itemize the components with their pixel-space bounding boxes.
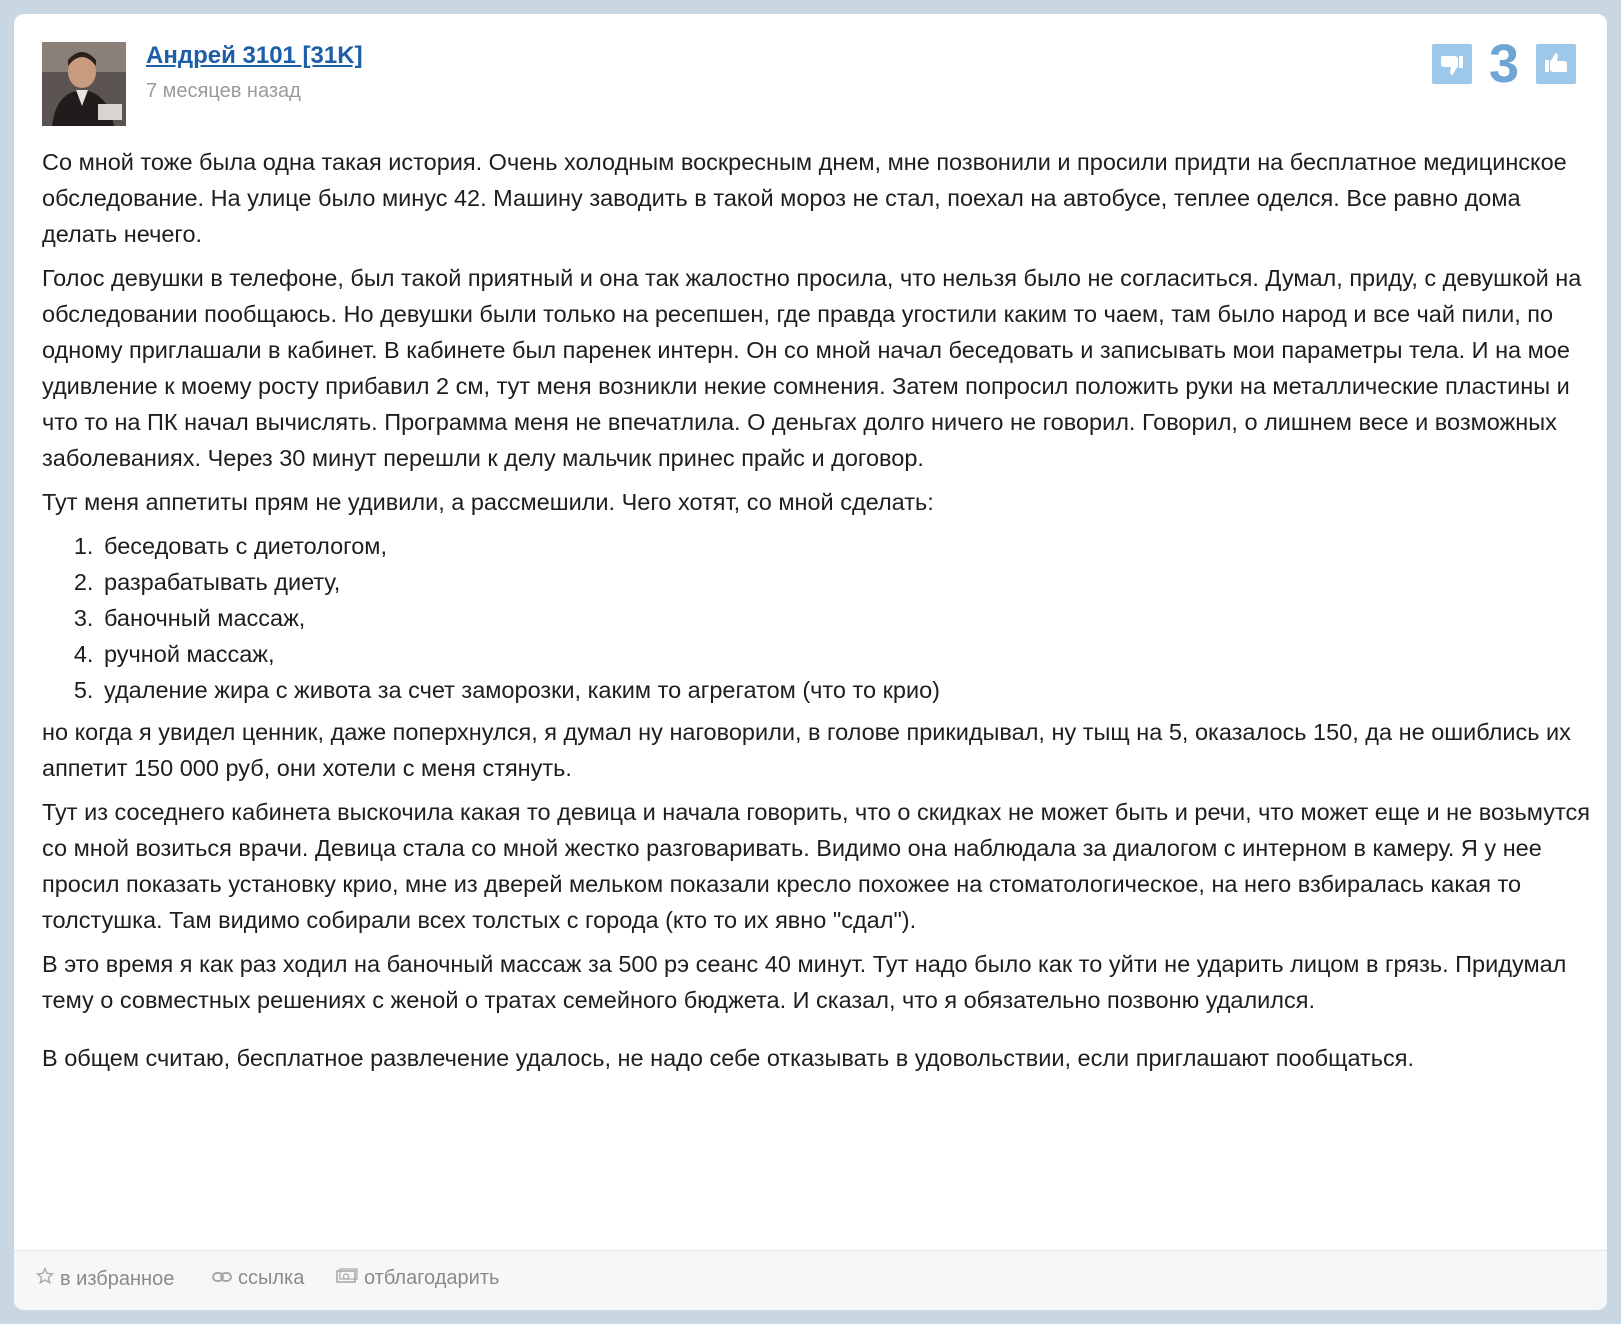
list-item: 2. разрабатывать диету, [100, 564, 1594, 600]
thank-label: отблагодарить [364, 1267, 500, 1289]
comment-body [42, 144, 1594, 1084]
star-icon [36, 1267, 54, 1291]
paragraph: В это время я как раз ходил на баночный массаж за 500 рэ сеанс 40 минут. Тут надо было как то уйти не ударить лицом в грязь. Придумал тему о совместных решениях с женой о тратах семейного бюджета. И сказал, что я обязательно позвоню удалился. [42, 951, 1567, 1013]
thumb-down-icon [1432, 44, 1472, 84]
favorite-button[interactable] [36, 1267, 174, 1291]
comment-timestamp: 7 месяцев назад [146, 80, 301, 102]
vote-down-button[interactable] [1432, 44, 1472, 84]
list-item: 1. беседовать с диетологом, [100, 528, 1594, 564]
link-button[interactable] [212, 1267, 304, 1290]
closing-paragraph: В общем считаю, бесплатное развлечение удалось, не надо себе отказывать в удовольствии, если приглашают пообщаться. [42, 1045, 1415, 1071]
comment-footer [14, 1250, 1607, 1310]
paragraph: Тут меня аппетиты прям не удивили, а рассмешили. Чего хотят, со мной сделать: [42, 489, 934, 515]
paragraph: Со мной тоже была одна такая история. Очень холодным воскресным днем, мне позвонили и просили придти на бесплатное медицинское обследование. На улице было минус 42. Машину заводить в такой мороз не стал, поехал на автобусе, теплее оделся. Все равно дома делать нечего. [42, 149, 1567, 247]
list-item: 5. удаление жира с живота за счет заморозки, каким то агрегатом (что то крио) [100, 672, 1594, 708]
chain-link-icon [212, 1267, 232, 1290]
paragraph: но когда я увидел ценник, даже поперхнулся, я думал ну наговорили, в голове прикидывал, ну тыщ на 5, оказалось 150, да не ошиблись их аппетит 150 000 руб, они хотели с меня стянуть. [42, 719, 1571, 781]
author-link[interactable]: Андрей 3101 [31K] [146, 42, 363, 69]
thank-button[interactable] [336, 1267, 499, 1290]
list-item: 4. ручной массаж, [100, 636, 1594, 672]
vote-score: 3 [1488, 34, 1520, 94]
comment-card [14, 14, 1607, 1310]
avatar[interactable] [42, 42, 126, 126]
banknote-icon [336, 1267, 358, 1290]
thumb-up-icon [1536, 44, 1576, 84]
paragraph: Голос девушки в телефоне, был такой приятный и она так жалостно просила, что нельзя было не согласиться. Думал, приду, с девушкой на обследовании пообщаюсь. Но девушки были только на ресепшен, где правда угостили каким то чаем, там было народ и все чай пили, по одному приглашали в кабинет. В кабинете был паренек интерн. Он со мной начал беседовать и записывать мои параметры тела. И на мое удивление к моему росту прибавил 2 см, тут меня возникли некие сомнения. Затем попросил положить руки на металлические пластины и что то на ПК начал вычислять. Программа меня не впечатлила. О деньгах долго ничего не говорил. Говорил, о лишнем весе и возможных заболеваниях. Через 30 минут перешли к делу мальчик принес прайс и договор. [42, 265, 1582, 471]
paragraph: Тут из соседнего кабинета выскочила какая то девица и начала говорить, что о скидках не может быть и речи, что может еще и не возьмутся со мной возиться врачи. Девица стала со мной жестко разговаривать. Видимо она наблюдала за диалогом с интерном в камеру. Я у нее просил показать установку крио, мне из дверей мельком показали кресло похожее на стоматологическое, на него взбиралась какая то толстушка. Там видимо собирали всех толстых с города (кто то их явно "сдал"). [42, 799, 1590, 933]
list-item: 3. баночный массаж, [100, 600, 1594, 636]
services-list [42, 528, 1594, 708]
vote-up-button[interactable] [1536, 44, 1576, 84]
favorite-label: в избранное [60, 1267, 175, 1290]
avatar-photo [42, 42, 126, 126]
link-label: ссылка [238, 1267, 305, 1289]
